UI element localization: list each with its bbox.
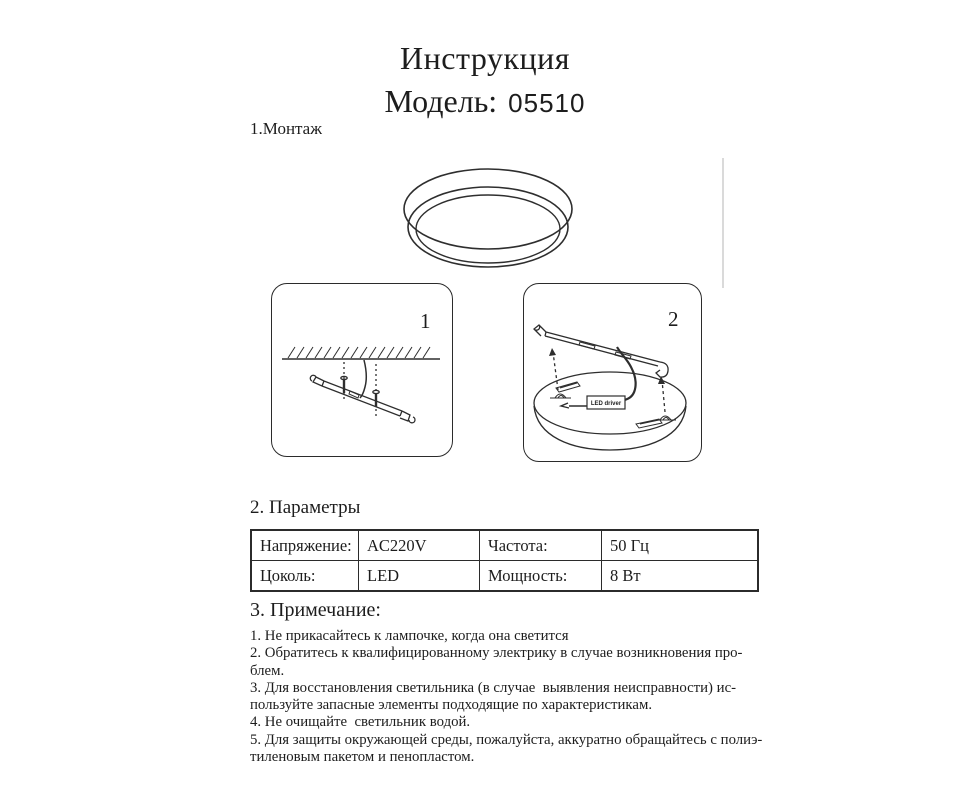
mounting-bar <box>534 325 668 377</box>
table-row <box>251 561 758 592</box>
note-line: тиленовым пакетом и пенопластом. <box>250 749 475 766</box>
params-table <box>250 529 759 592</box>
param-value: LED <box>359 561 480 592</box>
param-label: Частота: <box>480 530 602 561</box>
section-heading-montage: 1.Монтаж <box>250 119 322 138</box>
ceiling-lamp-figure <box>400 166 576 272</box>
page-title: Инструкция <box>400 40 570 76</box>
model-number: 05510 <box>508 88 586 118</box>
note-line: блем. <box>250 662 285 679</box>
led-driver-label: LED driver <box>590 401 622 407</box>
step-number-2: 2 <box>668 307 679 331</box>
note-line: пользуйте запасные элементы подходящие по характеристикам. <box>250 697 653 714</box>
ceiling-lamp-drawing <box>400 166 576 272</box>
param-label: Мощность: <box>480 561 602 592</box>
notes-block <box>250 628 763 766</box>
mounting-bar <box>310 375 415 423</box>
param-value: 8 Вт <box>602 561 759 592</box>
section-heading-params: 2. Параметры <box>250 497 361 518</box>
note-line: 3. Для восстановления светильника (в случае выявления неисправности) ис- <box>250 679 737 696</box>
ceiling-hatch <box>282 347 440 359</box>
model-line <box>0 84 970 120</box>
param-value: 50 Гц <box>602 530 759 561</box>
param-label: Цоколь: <box>251 561 359 592</box>
note-line: 1. Не прикасайтесь к лампочке, когда она светится <box>250 628 569 644</box>
note-line: 2. Обратитесь к квалифицированному электрику в случае возникновения про- <box>250 645 743 662</box>
section-heading-notes: 3. Примечание: <box>250 599 381 621</box>
model-label: Модель: <box>384 83 498 119</box>
mounting-step-1-figure <box>271 283 453 457</box>
faint-scan-line <box>722 158 724 288</box>
note-line: 4. Не очищайте светильник водой. <box>250 714 471 731</box>
note-line: 5. Для защиты окружающей среды, пожалуйста, аккуратно обращайтесь с полиэ- <box>250 731 763 748</box>
step-number-1: 1 <box>420 309 431 333</box>
param-value: AC220V <box>359 530 480 561</box>
hanging-wire <box>360 360 366 398</box>
table-row <box>251 530 758 561</box>
param-label: Напряжение: <box>251 530 359 561</box>
mounting-step-2-figure <box>523 283 702 462</box>
